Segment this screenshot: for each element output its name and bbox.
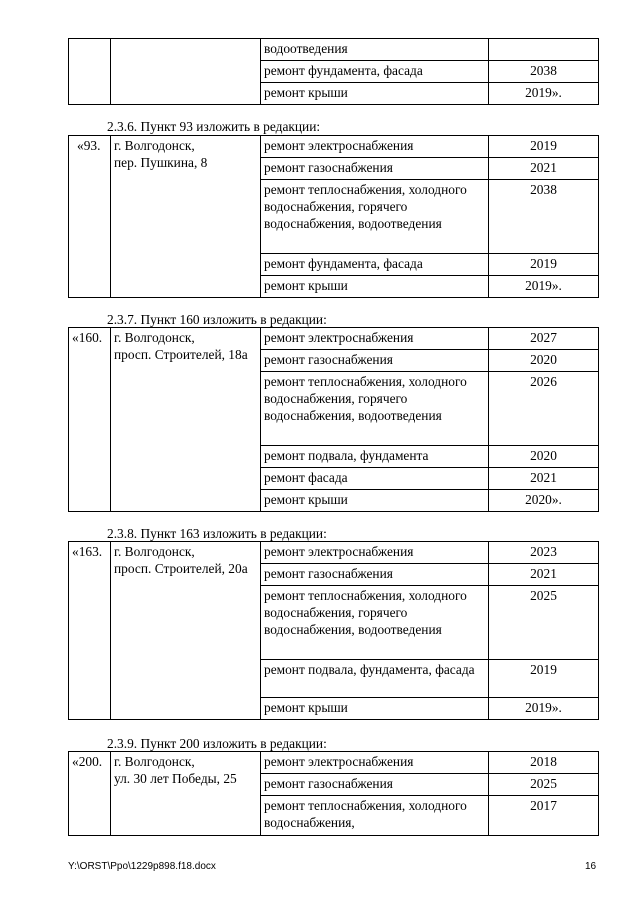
- address-cell: [111, 136, 261, 298]
- year-cell: 2023: [489, 542, 599, 564]
- work-cell: ремонт газоснабжения: [261, 158, 489, 180]
- address-cell: [111, 39, 261, 105]
- footer-file-path: Y:\ORST\Ppo\1229p898.f18.docx: [68, 861, 216, 872]
- work-cell: ремонт газоснабжения: [261, 774, 489, 796]
- section-heading: 2.3.6. Пункт 93 изложить в редакции:: [107, 119, 321, 134]
- work-cell: ремонт фундамента, фасада: [261, 254, 489, 276]
- year-cell: 2020».: [489, 490, 599, 512]
- work-cell: ремонт электроснабжения: [261, 136, 489, 158]
- year-cell: 2019: [489, 660, 599, 698]
- address-cell: [111, 328, 261, 512]
- table-continuation: [68, 38, 599, 105]
- work-cell: ремонт электроснабжения: [261, 328, 489, 350]
- item-number: «200.: [69, 752, 111, 836]
- year-cell: 2019».: [489, 83, 599, 105]
- table-section-163: [68, 541, 599, 720]
- address-street: просп. Строителей, 20а: [114, 561, 248, 576]
- address-city: г. Волгодонск,: [114, 138, 195, 153]
- year-cell: 2021: [489, 158, 599, 180]
- work-cell: ремонт фасада: [261, 468, 489, 490]
- footer-page-number: 16: [585, 861, 597, 872]
- address-street: пер. Пушкина, 8: [114, 155, 208, 170]
- year-cell: 2021: [489, 468, 599, 490]
- year-cell: 2038: [489, 61, 599, 83]
- work-cell: ремонт теплоснабжения, холодного водоснабжения, горячего водоснабжения, водоотведения: [261, 372, 489, 446]
- table-row: [69, 328, 599, 350]
- work-cell: ремонт крыши: [261, 698, 489, 720]
- work-cell: ремонт газоснабжения: [261, 564, 489, 586]
- year-cell: 2038: [489, 180, 599, 254]
- work-cell: ремонт подвала, фундамента, фасада: [261, 660, 489, 698]
- year-cell: 2020: [489, 350, 599, 372]
- work-cell: ремонт крыши: [261, 83, 489, 105]
- address-cell: [111, 752, 261, 836]
- year-cell: 2019».: [489, 276, 599, 298]
- year-cell: 2025: [489, 586, 599, 660]
- section-heading: 2.3.9. Пункт 200 изложить в редакции:: [107, 736, 327, 751]
- address-street: ул. 30 лет Победы, 25: [114, 771, 237, 786]
- table-row: [69, 752, 599, 774]
- work-cell: ремонт крыши: [261, 276, 489, 298]
- work-cell: ремонт электроснабжения: [261, 752, 489, 774]
- address-city: г. Волгодонск,: [114, 544, 195, 559]
- year-cell: 2021: [489, 564, 599, 586]
- table-row: [69, 136, 599, 158]
- section-heading: 2.3.7. Пункт 160 изложить в редакции:: [107, 312, 327, 327]
- work-cell: ремонт электроснабжения: [261, 542, 489, 564]
- year-cell: 2026: [489, 372, 599, 446]
- work-cell: ремонт подвала, фундамента: [261, 446, 489, 468]
- item-number: «160.: [69, 328, 111, 512]
- year-cell: 2018: [489, 752, 599, 774]
- address-street: просп. Строителей, 18а: [114, 347, 248, 362]
- year-cell: 2017: [489, 796, 599, 836]
- year-cell: 2019: [489, 136, 599, 158]
- item-number: «163.: [69, 542, 111, 720]
- address-cell: [111, 542, 261, 720]
- work-cell: ремонт газоснабжения: [261, 350, 489, 372]
- work-cell: ремонт теплоснабжения, холодного водоснабжения,: [261, 796, 489, 836]
- work-cell: ремонт крыши: [261, 490, 489, 512]
- work-cell: водоотведения: [261, 39, 489, 61]
- table-row: [69, 542, 599, 564]
- address-city: г. Волгодонск,: [114, 330, 195, 345]
- item-number: «93.: [69, 136, 111, 298]
- table-section-200: [68, 751, 599, 836]
- work-cell: ремонт теплоснабжения, холодного водоснабжения, горячего водоснабжения, водоотведения: [261, 180, 489, 254]
- table-row: [69, 39, 599, 61]
- address-city: г. Волгодонск,: [114, 754, 195, 769]
- year-cell: [489, 39, 599, 61]
- year-cell: 2027: [489, 328, 599, 350]
- work-cell: ремонт фундамента, фасада: [261, 61, 489, 83]
- year-cell: 2019».: [489, 698, 599, 720]
- num-cell: [69, 39, 111, 105]
- section-heading: 2.3.8. Пункт 163 изложить в редакции:: [107, 526, 327, 541]
- year-cell: 2025: [489, 774, 599, 796]
- table-section-160: [68, 327, 599, 512]
- year-cell: 2019: [489, 254, 599, 276]
- year-cell: 2020: [489, 446, 599, 468]
- work-cell: ремонт теплоснабжения, холодного водоснабжения, горячего водоснабжения, водоотведения: [261, 586, 489, 660]
- table-section-93: [68, 135, 599, 298]
